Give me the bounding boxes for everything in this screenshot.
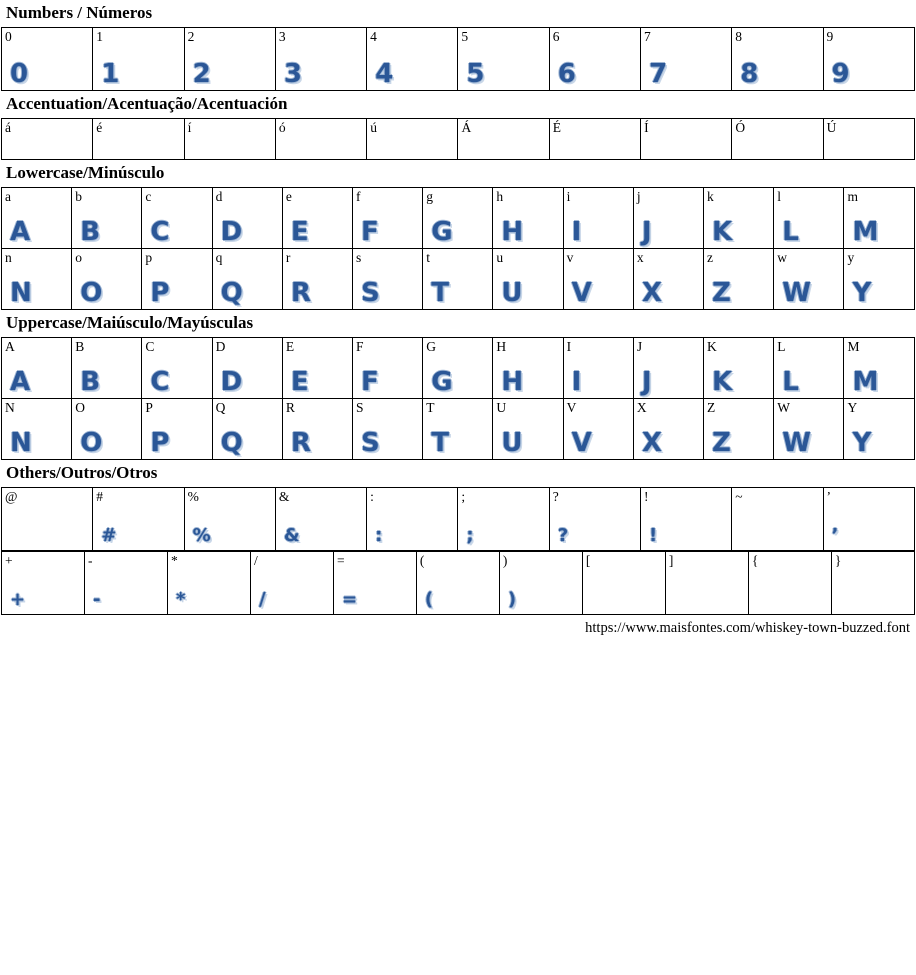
glyph-cell (184, 119, 275, 160)
glyph-cell (774, 338, 844, 399)
glyph-cell (142, 249, 212, 310)
char-glyph: R (290, 278, 311, 308)
char-glyph: M (852, 367, 879, 397)
glyph-cell (458, 119, 549, 160)
glyph-cell (184, 28, 275, 91)
char-glyph: X (641, 428, 662, 458)
glyph-cell (282, 399, 352, 460)
glyph-cell (493, 338, 563, 399)
glyph-cell (640, 28, 731, 91)
glyph-cell (212, 338, 282, 399)
char-label: h (496, 189, 504, 204)
char-label: n (5, 250, 12, 265)
char-label: É (552, 120, 562, 135)
char-label: { (751, 553, 759, 568)
glyph-cell (563, 249, 633, 310)
char-label: y (847, 250, 855, 265)
char-label: e (285, 189, 292, 204)
char-label: g (426, 189, 433, 204)
glyph-cell (774, 188, 844, 249)
char-glyph: ? (557, 525, 569, 546)
char-label: 3 (278, 29, 286, 44)
section-title-accentuation: Accentuation/Acentuação/Acentuación (6, 94, 288, 113)
char-label: Ó (735, 120, 746, 135)
char-label: T (426, 400, 435, 415)
char-label: v (566, 250, 574, 265)
char-label: 7 (643, 29, 651, 44)
char-label: + (5, 553, 13, 568)
glyph-cell (250, 552, 333, 615)
others-table (1, 487, 915, 551)
char-label: E (285, 339, 295, 354)
glyph-cell (844, 399, 915, 460)
char-label: a (5, 189, 11, 204)
char-glyph: I (571, 217, 582, 247)
char-glyph: + (10, 589, 26, 610)
glyph-cell (458, 488, 549, 551)
others-table-2 (1, 551, 915, 615)
glyph-cell (184, 488, 275, 551)
glyph-cell (844, 249, 915, 310)
char-label: * (170, 553, 178, 568)
char-label: @ (5, 489, 18, 504)
glyph-cell (665, 552, 748, 615)
glyph-cell (353, 338, 423, 399)
char-label: F (356, 339, 364, 354)
char-label: : (370, 489, 374, 504)
glyph-cell (582, 552, 665, 615)
char-label: á (5, 120, 11, 135)
char-label: k (707, 189, 714, 204)
char-glyph: / (258, 589, 266, 610)
char-glyph: # (101, 525, 117, 546)
char-label: w (777, 250, 787, 265)
glyph-cell (282, 188, 352, 249)
glyph-cell (774, 399, 844, 460)
table-row (2, 28, 915, 91)
char-label: K (707, 339, 717, 354)
char-glyph: Y (852, 278, 872, 308)
glyph-cell (353, 249, 423, 310)
char-glyph: N (10, 278, 32, 308)
char-label: ) (502, 553, 508, 568)
glyph-cell (167, 552, 250, 615)
char-glyph: T (431, 278, 449, 308)
glyph-cell (353, 399, 423, 460)
char-label: d (215, 189, 223, 204)
char-glyph: 0 (10, 59, 29, 89)
char-glyph: K (712, 367, 733, 397)
glyph-cell (282, 338, 352, 399)
glyph-cell (493, 399, 563, 460)
char-glyph: H (501, 217, 524, 247)
char-glyph: C (150, 217, 170, 247)
glyph-cell (142, 399, 212, 460)
char-glyph: M (852, 217, 879, 247)
glyph-cell (423, 399, 493, 460)
char-glyph: ’ (831, 525, 839, 546)
char-glyph: T (431, 428, 449, 458)
glyph-cell (2, 488, 93, 551)
accentuation-table (1, 118, 915, 160)
section-title-numbers: Numbers / Números (6, 3, 153, 22)
table-row (2, 188, 915, 249)
char-glyph: C (150, 367, 170, 397)
char-label: Í (644, 120, 649, 135)
char-label: t (426, 250, 430, 265)
char-glyph: L (782, 217, 799, 247)
char-glyph: L (782, 367, 799, 397)
glyph-cell (823, 28, 914, 91)
char-glyph: W (782, 278, 811, 308)
char-glyph: ( (424, 589, 434, 610)
glyph-cell (142, 338, 212, 399)
char-glyph: - (92, 589, 101, 610)
char-glyph: D (220, 367, 243, 397)
char-label: P (145, 400, 153, 415)
char-label: - (87, 553, 93, 568)
char-label: ; (461, 489, 466, 504)
glyph-cell (275, 28, 366, 91)
char-label: & (278, 489, 290, 504)
table-row (2, 249, 915, 310)
glyph-cell (353, 188, 423, 249)
char-glyph: 2 (192, 59, 211, 89)
glyph-cell (732, 28, 823, 91)
char-label: = (336, 553, 345, 568)
char-label: 0 (5, 29, 12, 44)
char-label: i (566, 189, 571, 204)
char-glyph: Q (220, 278, 243, 308)
glyph-cell (549, 488, 640, 551)
glyph-cell (549, 28, 640, 91)
char-glyph: W (782, 428, 811, 458)
glyph-cell (704, 188, 774, 249)
char-label: X (636, 400, 647, 415)
char-glyph: B (80, 367, 101, 397)
glyph-cell (93, 488, 184, 551)
char-label: Z (707, 400, 716, 415)
glyph-cell (831, 552, 914, 615)
char-glyph: A (10, 217, 31, 247)
char-label: j (636, 189, 641, 204)
char-label: C (145, 339, 155, 354)
glyph-cell (367, 28, 458, 91)
char-label: } (834, 553, 842, 568)
char-glyph: N (10, 428, 32, 458)
char-glyph: R (290, 428, 311, 458)
char-label: ’ (826, 489, 832, 504)
char-glyph: S (361, 278, 380, 308)
glyph-cell (333, 552, 416, 615)
table-row (2, 119, 915, 160)
glyph-cell (72, 399, 142, 460)
char-glyph: X (641, 278, 662, 308)
char-glyph: H (501, 367, 524, 397)
char-glyph: O (80, 278, 103, 308)
table-row (2, 399, 915, 460)
glyph-cell (423, 188, 493, 249)
char-label: l (777, 189, 781, 204)
char-label: # (96, 489, 104, 504)
glyph-cell (72, 338, 142, 399)
glyph-cell (212, 249, 282, 310)
char-label: Ú (826, 120, 837, 135)
char-label: 4 (370, 29, 377, 44)
glyph-cell (2, 552, 85, 615)
glyph-cell (275, 488, 366, 551)
char-glyph: U (501, 278, 523, 308)
char-glyph: D (220, 217, 243, 247)
char-label: é (96, 120, 103, 135)
char-label: S (356, 400, 364, 415)
glyph-cell (2, 119, 93, 160)
char-label: B (75, 339, 85, 354)
char-label: 8 (735, 29, 742, 44)
glyph-cell (823, 119, 914, 160)
char-glyph: 6 (557, 59, 576, 89)
char-label: ? (552, 489, 559, 504)
char-label: R (285, 400, 295, 415)
table-row (2, 338, 915, 399)
char-glyph: J (641, 367, 652, 397)
char-label: L (777, 339, 786, 354)
char-glyph: F (361, 367, 379, 397)
char-glyph: Z (712, 278, 731, 308)
char-label: 2 (187, 29, 195, 44)
glyph-cell (640, 488, 731, 551)
glyph-cell (704, 338, 774, 399)
glyph-cell (2, 338, 72, 399)
char-glyph: Q (220, 428, 243, 458)
glyph-cell (84, 552, 167, 615)
char-label: f (356, 189, 361, 204)
char-label: 5 (461, 29, 469, 44)
glyph-cell (641, 119, 732, 160)
glyph-cell (212, 188, 282, 249)
char-label: ú (370, 120, 377, 135)
char-label: q (215, 250, 223, 265)
char-glyph: P (150, 278, 170, 308)
char-glyph: F (361, 217, 379, 247)
glyph-cell (493, 188, 563, 249)
glyph-cell (93, 28, 184, 91)
glyph-cell (633, 338, 703, 399)
char-glyph: 5 (466, 59, 485, 89)
char-label: o (75, 250, 82, 265)
char-label: D (215, 339, 226, 354)
char-label: z (707, 250, 714, 265)
source-url[interactable]: https://www.maisfontes.com/whiskey-town-buzzed.font (585, 620, 910, 636)
char-glyph: Z (712, 428, 731, 458)
section-title-others: Others/Outros/Otros (6, 463, 158, 482)
char-label: í (187, 120, 192, 135)
char-label: Q (215, 400, 226, 415)
numbers-table (1, 27, 915, 91)
glyph-cell (844, 338, 915, 399)
char-glyph: I (571, 367, 582, 397)
char-label: ( (419, 553, 425, 568)
char-label: ó (278, 120, 286, 135)
char-glyph: ; (466, 525, 474, 546)
char-glyph: A (10, 367, 31, 397)
table-row (2, 552, 915, 615)
char-glyph: Y (852, 428, 872, 458)
char-label: J (636, 339, 643, 354)
glyph-cell (732, 488, 823, 551)
glyph-cell (633, 188, 703, 249)
glyph-cell (633, 399, 703, 460)
char-glyph: V (571, 428, 592, 458)
glyph-cell (493, 249, 563, 310)
glyph-cell (732, 119, 823, 160)
char-label: [ (585, 553, 591, 568)
glyph-cell (282, 249, 352, 310)
char-label: / (253, 553, 258, 568)
char-label: H (496, 339, 507, 354)
glyph-cell (367, 488, 458, 551)
glyph-cell (142, 188, 212, 249)
char-label: W (777, 400, 790, 415)
char-label: ! (643, 489, 649, 504)
glyph-cell (2, 249, 72, 310)
char-label: r (285, 250, 291, 265)
char-label: A (5, 339, 15, 354)
char-glyph: J (641, 217, 652, 247)
char-label: Á (461, 120, 472, 135)
char-glyph: 3 (283, 59, 302, 89)
char-label: p (145, 250, 153, 265)
char-label: m (847, 189, 858, 204)
char-glyph: 1 (101, 59, 120, 89)
char-label: c (145, 189, 152, 204)
char-glyph: U (501, 428, 523, 458)
char-label: N (5, 400, 15, 415)
char-glyph: % (192, 525, 211, 546)
char-glyph: 9 (831, 59, 850, 89)
glyph-cell (458, 28, 549, 91)
glyph-cell (275, 119, 366, 160)
char-label: V (566, 400, 577, 415)
glyph-cell (2, 28, 93, 91)
char-glyph: 4 (375, 59, 394, 89)
char-glyph: 7 (648, 59, 668, 89)
glyph-cell (704, 249, 774, 310)
glyph-cell (823, 488, 914, 551)
char-glyph: E (290, 217, 309, 247)
glyph-cell (2, 399, 72, 460)
char-label: b (75, 189, 82, 204)
lowercase-table (1, 187, 915, 310)
char-label: x (636, 250, 644, 265)
glyph-cell (72, 188, 142, 249)
glyph-cell (72, 249, 142, 310)
glyph-cell (748, 552, 831, 615)
glyph-cell (423, 338, 493, 399)
char-glyph: O (80, 428, 103, 458)
glyph-cell (93, 119, 184, 160)
char-label: u (496, 250, 504, 265)
char-label: I (566, 339, 572, 354)
char-glyph: : (375, 525, 383, 546)
char-glyph: & (283, 525, 300, 546)
char-glyph: = (341, 589, 358, 610)
glyph-cell (633, 249, 703, 310)
char-glyph: K (712, 217, 733, 247)
char-label: 1 (96, 29, 104, 44)
char-glyph: S (361, 428, 380, 458)
char-label: O (75, 400, 85, 415)
char-glyph: G (431, 367, 453, 397)
char-label: G (426, 339, 436, 354)
section-title-uppercase: Uppercase/Maiúsculo/Mayúsculas (6, 313, 254, 332)
char-glyph: E (290, 367, 309, 397)
char-label: ~ (735, 489, 743, 504)
char-glyph: P (150, 428, 170, 458)
char-label: U (496, 400, 507, 415)
char-glyph: 8 (740, 59, 759, 89)
glyph-cell (563, 399, 633, 460)
glyph-cell (423, 249, 493, 310)
char-glyph: ! (648, 525, 658, 546)
glyph-cell (844, 188, 915, 249)
char-glyph: ) (507, 589, 517, 610)
glyph-cell (704, 399, 774, 460)
char-label: Y (847, 400, 858, 415)
char-glyph: * (175, 589, 186, 610)
char-label: 9 (826, 29, 834, 44)
glyph-cell (774, 249, 844, 310)
char-glyph: B (80, 217, 101, 247)
char-glyph: G (431, 217, 453, 247)
table-row (2, 488, 915, 551)
char-glyph: V (571, 278, 592, 308)
glyph-cell (499, 552, 582, 615)
glyph-cell (563, 338, 633, 399)
char-label: ] (668, 553, 674, 568)
glyph-cell (2, 188, 72, 249)
glyph-cell (212, 399, 282, 460)
glyph-cell (367, 119, 458, 160)
char-label: s (356, 250, 362, 265)
char-label: 6 (552, 29, 560, 44)
glyph-cell (549, 119, 640, 160)
glyph-cell (563, 188, 633, 249)
char-label: % (187, 489, 199, 504)
uppercase-table (1, 337, 915, 460)
section-title-lowercase: Lowercase/Minúsculo (6, 163, 165, 182)
glyph-cell (416, 552, 499, 615)
char-label: M (847, 339, 860, 354)
